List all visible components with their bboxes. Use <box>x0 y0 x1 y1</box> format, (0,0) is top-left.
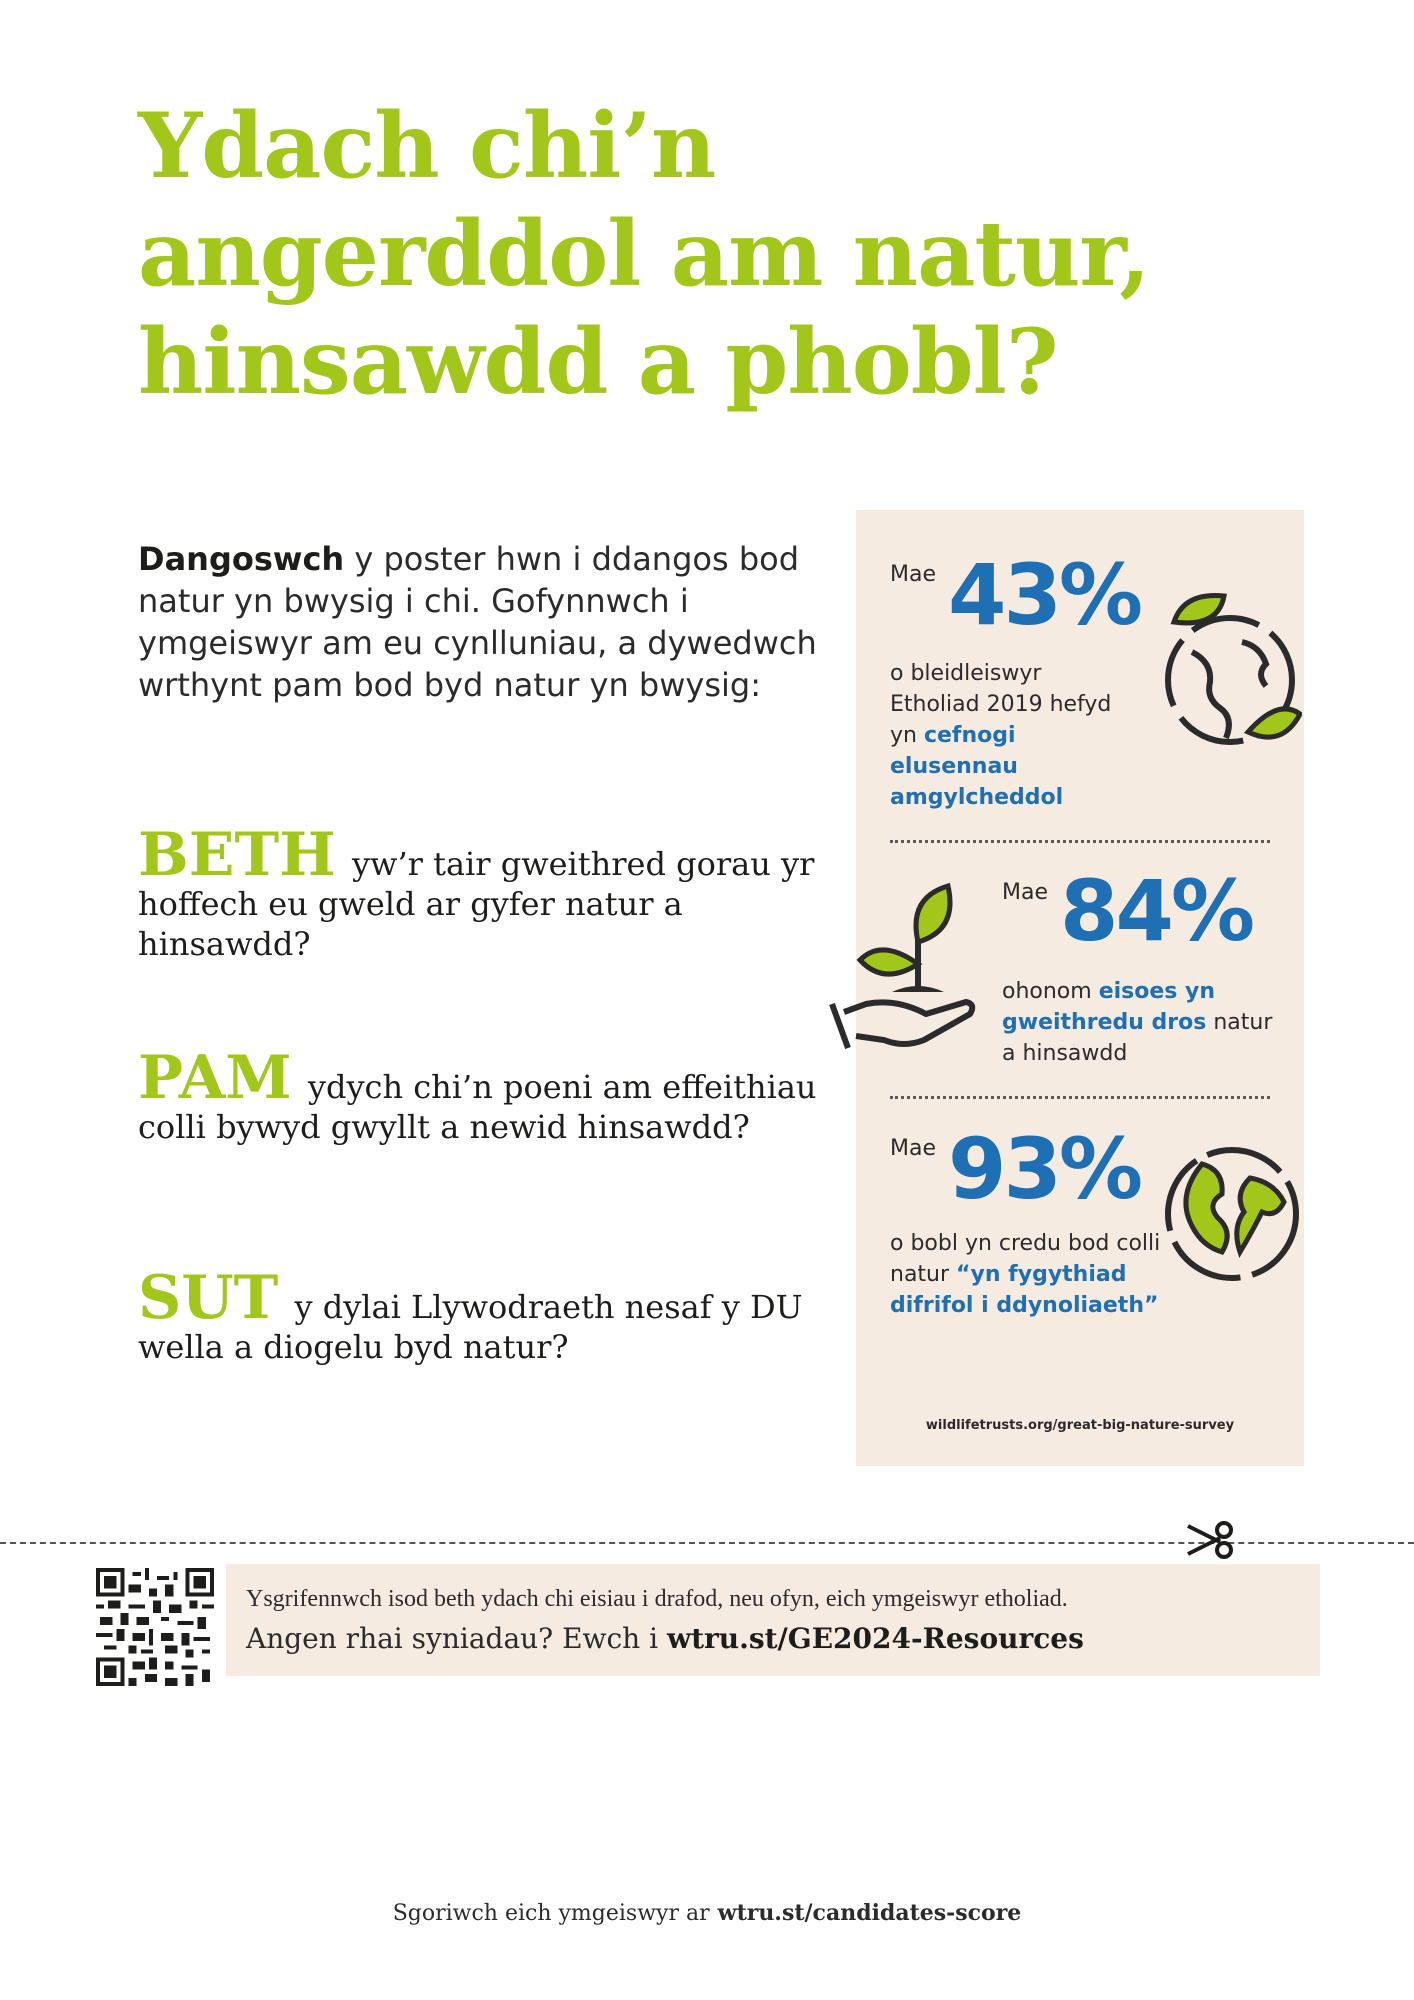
stat-text-pre: ohonom <box>1002 979 1092 1004</box>
footer-text: Sgoriwch eich ymgeiswyr ar <box>392 1901 710 1926</box>
stat-text-plain: o bobl yn credu bod colli natur <box>890 1231 1161 1287</box>
title-line: hinsawdd a phobl? <box>138 309 1058 415</box>
question-text: ydych chi’n poeni am effeithiau colli bywyd gwyllt a newid hinsawdd? <box>138 1068 817 1146</box>
scissors-icon <box>1184 1518 1234 1562</box>
footer <box>0 1900 1414 1926</box>
question-keyword: SUT <box>138 1263 279 1333</box>
stat-percent: 93% <box>948 1120 1141 1218</box>
question-sut <box>138 1263 818 1367</box>
question-keyword: BETH <box>138 820 336 890</box>
title-line: Ydach chi’n <box>138 93 716 199</box>
stat-mae: Mae <box>890 1136 936 1161</box>
candidates-score-link[interactable]: wtru.st/candidates-score <box>717 1900 1022 1926</box>
page-title <box>138 92 1338 416</box>
stat-text-plain: o bleidleiswyr Etholiad 2019 hefyd yn <box>890 661 1112 748</box>
question-beth <box>138 820 818 964</box>
stat-mae: Mae <box>1002 880 1048 905</box>
resources-link[interactable]: wtru.st/GE2024-Resources <box>666 1622 1084 1655</box>
stat-text <box>890 1228 1190 1321</box>
hand-holding-plant-icon <box>826 880 996 1070</box>
note-line-2-text: Angen rhai syniadau? Ewch i <box>246 1622 659 1655</box>
note-box <box>226 1564 1320 1676</box>
divider <box>890 840 1270 843</box>
intro-paragraph <box>138 538 838 706</box>
stat-text <box>890 658 1120 813</box>
source-url: wildlifetrusts.org/great-big-nature-survey <box>925 1418 1235 1433</box>
question-text: y dylai Llywodraeth nesaf y DU wella a diogelu byd natur? <box>138 1288 803 1366</box>
stat-text-bold: cefnogi elusennau amgylcheddol <box>890 723 1064 810</box>
question-text: yw’r tair gweithred gorau yr hoffech eu gweld ar gyfer natur a hinsawdd? <box>138 845 815 963</box>
question-keyword: PAM <box>138 1043 292 1113</box>
stat-text-bold: “yn fygythiad difrifol i ddynoliaeth” <box>890 1262 1159 1318</box>
intro-text: y poster hwn i ddangos bod natur yn bwysig i chi. Gofynnwch i ymgeiswyr am eu cynlluniau, a dywedwch wrthynt pam bod byd natur yn bwysig: <box>138 540 817 704</box>
stat-percent: 43% <box>948 546 1141 644</box>
note-line-2 <box>246 1622 1084 1655</box>
intro-bold: Dangoswch <box>138 540 345 578</box>
stat-text-bold: eisoes yn gweithredu dros <box>1002 979 1216 1035</box>
stat-percent: 84% <box>1060 862 1253 960</box>
globe-with-leaves-icon <box>1162 582 1302 762</box>
stat-text <box>1002 976 1292 1069</box>
qr-code-icon[interactable] <box>96 1568 214 1686</box>
stat-text-post: natur a hinsawdd <box>1002 1010 1273 1066</box>
question-pam <box>138 1043 818 1147</box>
globe-icon <box>1162 1138 1302 1288</box>
stat-mae: Mae <box>890 562 936 587</box>
title-line: angerddol am natur, <box>138 201 1150 307</box>
divider <box>890 1096 1270 1099</box>
note-line-1: Ysgrifennwch isod beth ydach chi eisiau i drafod, neu ofyn, eich ymgeiswyr etholiad. <box>246 1586 1068 1612</box>
stats-panel <box>856 510 1304 1466</box>
